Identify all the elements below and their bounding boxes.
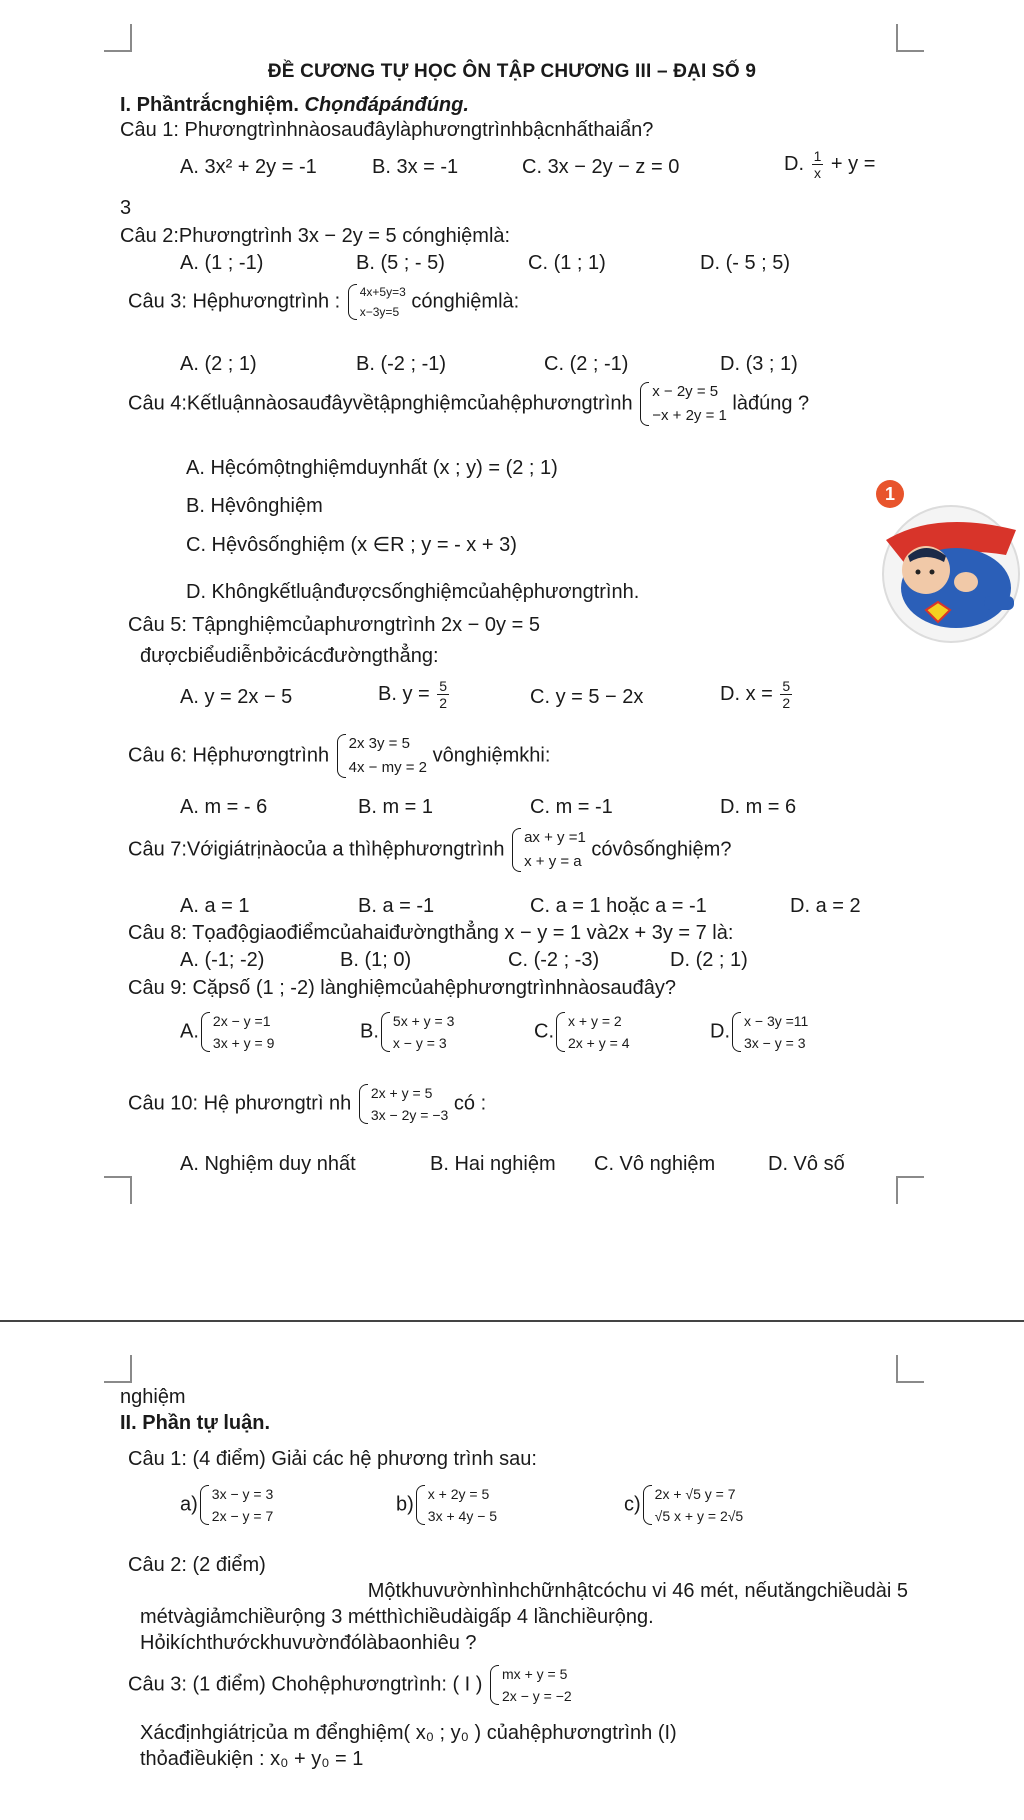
question-6: Câu 6: Hệphươngtrình 2x 3y = 5 4x − my = 2 vônghiệmkhi: <box>128 732 550 780</box>
q1-option-d-wrap: 3 <box>120 197 132 219</box>
document-page-2 <box>0 1335 1024 1820</box>
carry-over-text: nghiệm <box>120 1386 186 1408</box>
q4-option-c[interactable]: C. Hệvôsốnghiệm (x ∈R ; y = - x + 3) <box>186 534 517 556</box>
q7-option-c[interactable]: C. a = 1 hoặc a = -1 <box>530 895 707 917</box>
essay-q1-b: b) x + 2y = 5 3x + 4y − 5 <box>396 1483 497 1527</box>
essay-q2-line2: métvàgiảmchiềurộng 3 métthìchiềudàigấp 4 lầnchiềurộng. <box>140 1606 654 1628</box>
essay-q2-line3: Hỏikíchthướckhuvườnđólàbaonhiêu ? <box>140 1632 477 1654</box>
crop-mark <box>896 1176 924 1204</box>
essay-q1-a-system: 3x − y = 3 2x − y = 7 <box>198 1483 273 1527</box>
part2-heading: II. Phần tự luận. <box>120 1412 271 1434</box>
q6-option-d[interactable]: D. m = 6 <box>720 796 797 818</box>
q2-option-d[interactable]: D. (- 5 ; 5) <box>700 252 791 274</box>
q7-option-d[interactable]: D. a = 2 <box>790 895 861 917</box>
essay-q3-line2: thỏađiềukiện : x₀ + y₀ = 1 <box>140 1748 364 1770</box>
page-separator <box>0 1320 1024 1322</box>
question-9: Câu 9: Cặpsố (1 ; -2) lànghiệmcủahệphươngtrìnhnàosauđây? <box>128 977 676 999</box>
q3-option-a[interactable]: A. (2 ; 1) <box>180 353 257 375</box>
essay-question-3: Câu 3: (1 điểm) Chohệphươngtrình: ( I ) mx + y = 5 2x − y = −2 <box>128 1663 572 1707</box>
q9-a-system: 2x − y =1 3x + y = 9 <box>199 1010 274 1054</box>
q9-d-system: x − 3y =11 3x − y = 3 <box>730 1010 808 1054</box>
q9-option-a[interactable]: A. 2x − y =1 3x + y = 9 <box>180 1010 274 1054</box>
q8-option-a[interactable]: A. (-1; -2) <box>180 949 265 971</box>
q3-system: 4x+5y=3 x−3y=5 <box>346 282 406 322</box>
essay-question-1: Câu 1: (4 điểm) Giải các hệ phương trình sau: <box>128 1448 537 1470</box>
q4-system: x − 2y = 5 −x + 2y = 1 <box>638 380 727 428</box>
q8-option-d[interactable]: D. (2 ; 1) <box>670 949 748 971</box>
q9-option-d[interactable]: D. x − 3y =11 3x − y = 3 <box>710 1010 808 1054</box>
essay-q1-c-system: 2x + √5 y = 7 √5 x + y = 2√5 <box>641 1483 744 1527</box>
q9-option-c[interactable]: C. x + y = 2 2x + y = 4 <box>534 1010 629 1054</box>
q1-option-a[interactable]: A. 3x² + 2y = -1 <box>180 156 317 178</box>
crop-mark <box>896 24 924 52</box>
q2-option-c[interactable]: C. (1 ; 1) <box>528 252 606 274</box>
essay-q3-system: mx + y = 5 2x − y = −2 <box>488 1663 572 1707</box>
question-10: Câu 10: Hệ phươngtrì nh 2x + y = 5 3x − 2y = −3 có : <box>128 1082 486 1126</box>
question-3: Câu 3: Hệphươngtrình : 4x+5y=3 x−3y=5 cónghiệmlà: <box>128 282 519 322</box>
q1-option-b[interactable]: B. 3x = -1 <box>372 156 459 178</box>
q8-option-c[interactable]: C. (-2 ; -3) <box>508 949 600 971</box>
q5-option-c[interactable]: C. y = 5 − 2x <box>530 686 644 708</box>
essay-q1-c: c) 2x + √5 y = 7 √5 x + y = 2√5 <box>624 1483 743 1527</box>
q6-option-a[interactable]: A. m = - 6 <box>180 796 268 818</box>
q10-system: 2x + y = 5 3x − 2y = −3 <box>357 1082 448 1126</box>
q6-system: 2x 3y = 5 4x − my = 2 <box>335 732 427 780</box>
crop-mark <box>104 1176 132 1204</box>
q9-c-system: x + y = 2 2x + y = 4 <box>554 1010 629 1054</box>
document-title: ĐỀ CƯƠNG TỰ HỌC ÔN TẬP CHƯƠNG III – ĐẠI SỐ 9 <box>267 61 757 82</box>
q8-option-b[interactable]: B. (1; 0) <box>340 949 412 971</box>
question-7: Câu 7:Vớigiátrịnàocủa a thìhệphươngtrình ax + y =1 x + y = a cóvôsốnghiệm? <box>128 826 731 874</box>
q10-option-c[interactable]: C. Vô nghiệm <box>594 1153 716 1175</box>
q6-option-c[interactable]: C. m = -1 <box>530 796 613 818</box>
part1-heading: I. Phầntrắcnghiệm. Chọnđápánđúng. <box>120 94 469 116</box>
q2-option-b[interactable]: B. (5 ; - 5) <box>356 252 445 274</box>
q1-option-c[interactable]: C. 3x − 2y − z = 0 <box>522 156 680 178</box>
notification-badge[interactable]: 1 <box>876 480 904 508</box>
essay-q1-a: a) 3x − y = 3 2x − y = 7 <box>180 1483 273 1527</box>
essay-q1-b-system: x + 2y = 5 3x + 4y − 5 <box>414 1483 497 1527</box>
essay-question-2: Câu 2: (2 điểm) <box>128 1554 266 1576</box>
question-5: Câu 5: Tậpnghiệmcủaphươngtrình 2x − 0y = 5 <box>128 614 540 636</box>
q5-option-b[interactable]: B. y = $\frac{5}{2}$ <box>378 678 448 711</box>
q7-system: ax + y =1 x + y = a <box>510 826 586 874</box>
essay-q3-line1: Xácđịnhgiátrịcủa m đểnghiệm( x₀ ; y₀ ) củahệphươngtrình (I) <box>140 1722 677 1744</box>
q10-option-b[interactable]: B. Hai nghiệm <box>430 1153 556 1175</box>
crop-mark <box>104 1355 132 1383</box>
q7-option-b[interactable]: B. a = -1 <box>358 895 435 917</box>
question-1: Câu 1: Phươngtrìnhnàosauđâylàphươngtrìnhbậcnhấthaiẩn? <box>120 119 654 141</box>
q3-option-b[interactable]: B. (-2 ; -1) <box>356 353 447 375</box>
q7-option-a[interactable]: A. a = 1 <box>180 895 250 917</box>
superhero-sticker-image <box>866 500 1024 648</box>
question-4: Câu 4:Kếtluậnnàosauđâyvềtậpnghiệmcủahệphươngtrình x − 2y = 5 −x + 2y = 1 làđúng ? <box>128 380 809 428</box>
q3-option-d[interactable]: D. (3 ; 1) <box>720 353 798 375</box>
question-2: Câu 2:Phươngtrình 3x − 2y = 5 cónghiệmlà: <box>120 225 511 247</box>
crop-mark <box>104 24 132 52</box>
essay-q2-line1: Mộtkhuvườnhìnhchữnhậtcóchu vi 46 mét, nếutăngchiềudài 5 <box>367 1580 908 1602</box>
q1-option-d[interactable]: D. $\frac{1}{x}$ + y = <box>784 148 876 181</box>
q9-b-system: 5x + y = 3 x − y = 3 <box>379 1010 454 1054</box>
q4-option-d[interactable]: D. Khôngkếtluậnđượcsốnghiệmcủahệphươngtrình. <box>186 581 640 603</box>
q4-option-b[interactable]: B. Hệvônghiệm <box>186 495 323 517</box>
q2-option-a[interactable]: A. (1 ; -1) <box>180 252 264 274</box>
q10-option-d[interactable]: D. Vô số <box>768 1153 845 1175</box>
question-5-line2: đượcbiểudiễnbởicácđườngthẳng: <box>140 645 439 667</box>
question-8: Câu 8: Tọađộgiaođiểmcủahaiđườngthẳng x − y = 1 và2x + 3y = 7 là: <box>128 922 734 944</box>
q5-option-a[interactable]: A. y = 2x − 5 <box>180 686 293 708</box>
q5-option-d[interactable]: D. x = $\frac{5}{2}$ <box>720 678 791 711</box>
q3-option-c[interactable]: C. (2 ; -1) <box>544 353 629 375</box>
q4-option-a[interactable]: A. Hệcómộtnghiệmduynhất (x ; y) = (2 ; 1) <box>186 457 558 479</box>
q10-option-a[interactable]: A. Nghiệm duy nhất <box>180 1153 356 1175</box>
q6-option-b[interactable]: B. m = 1 <box>358 796 434 818</box>
crop-mark <box>896 1355 924 1383</box>
q9-option-b[interactable]: B. 5x + y = 3 x − y = 3 <box>360 1010 454 1054</box>
